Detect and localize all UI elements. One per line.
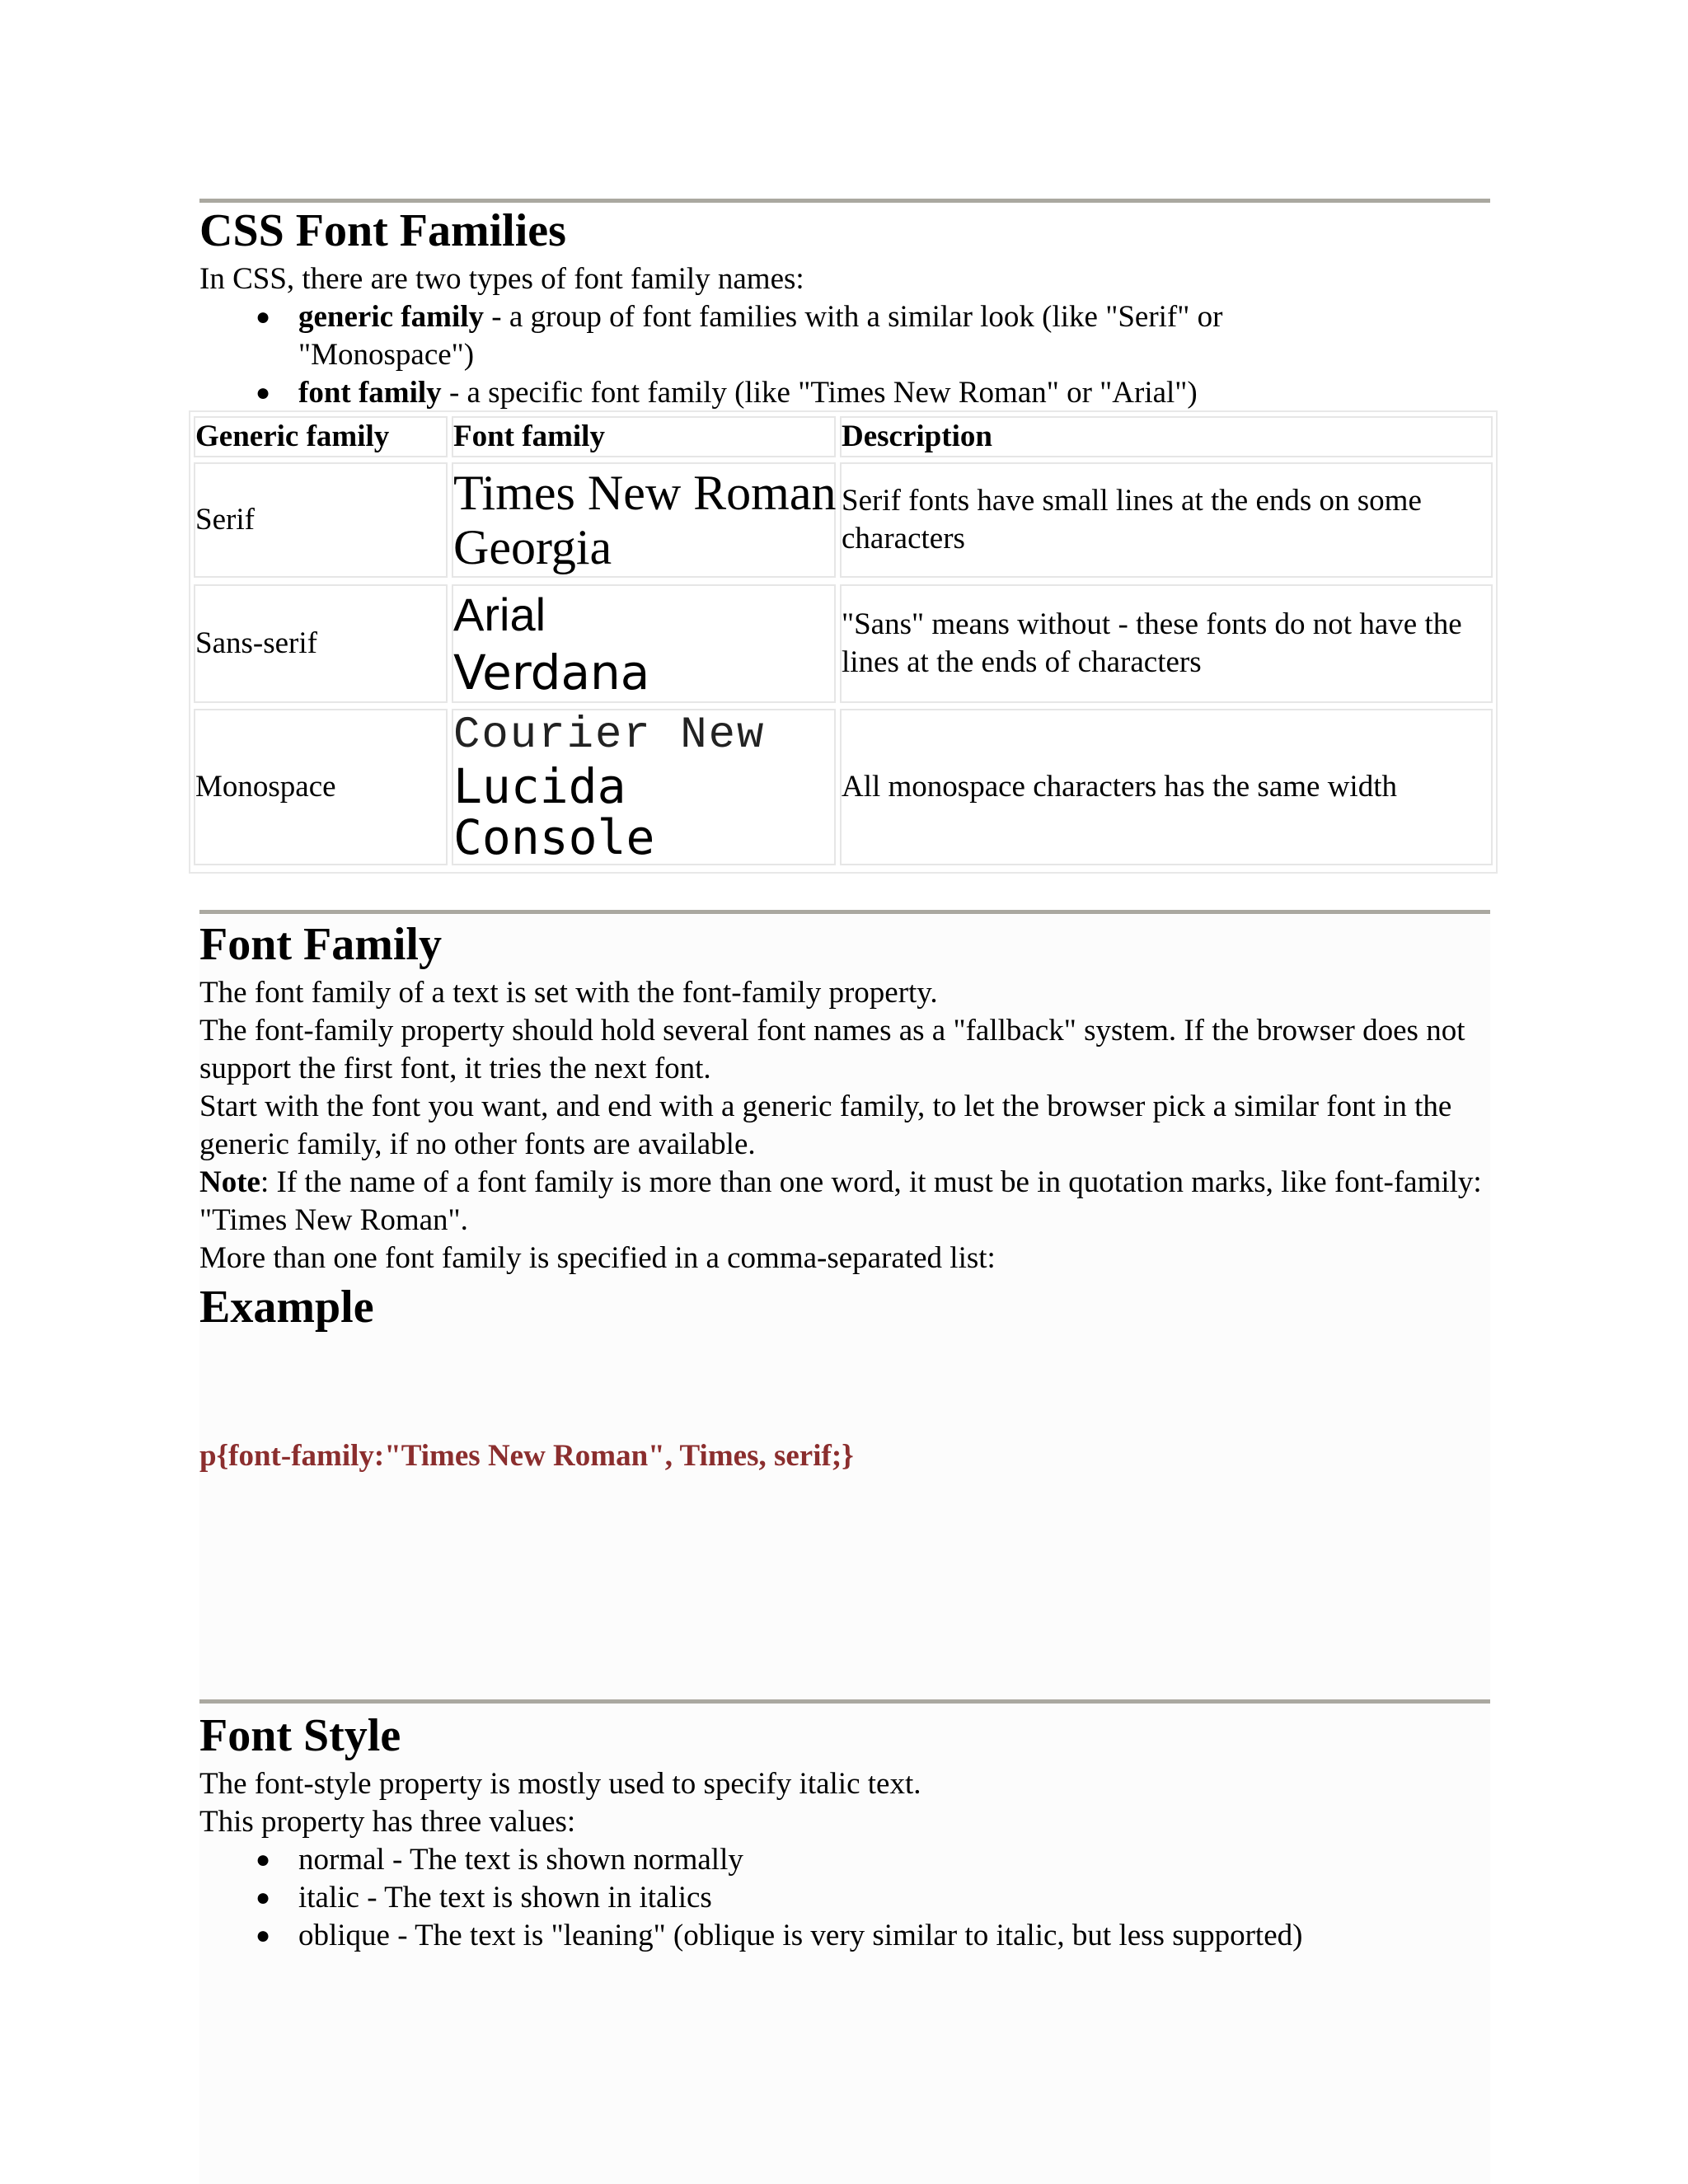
list-item <box>256 374 1370 412</box>
paragraph: Start with the font you want, and end with a generic family, to let the browser pick a similar font in the generic family, if no other fonts are available. <box>199 1090 1452 1161</box>
header-generic-family: Generic family <box>195 419 390 453</box>
paragraph: More than one font family is specified in a comma-separated list: <box>199 1241 996 1275</box>
term-generic-family: generic family <box>298 300 484 334</box>
generic-serif: Serif <box>195 503 255 537</box>
paragraph: The font-style property is mostly used to specify italic text. <box>199 1767 921 1801</box>
bullet-icon: ● <box>256 303 271 330</box>
table-header-cell <box>840 416 1493 457</box>
font-sample-lucida-console: Lucida Console <box>453 758 655 865</box>
section-title-font-style: Font Style <box>199 1710 401 1761</box>
term-description: - a group of font families with a similar look (like "Serif" or "Monospace") <box>298 300 1223 372</box>
term-font-family: font family <box>298 376 442 410</box>
description-serif: Serif fonts have small lines at the ends on some characters <box>842 484 1422 555</box>
font-sample-courier-new: Courier New <box>453 710 766 761</box>
table-cell-description <box>840 709 1493 865</box>
header-font-family: Font family <box>453 419 605 453</box>
term-description: - a specific font family (like "Times New Roman" or "Arial") <box>441 376 1198 410</box>
note-paragraph <box>199 1164 1493 1240</box>
bullet-icon: ● <box>256 1884 271 1911</box>
section-divider <box>199 910 1490 914</box>
table-cell-generic <box>194 584 448 703</box>
table-cell-fonts <box>452 584 836 703</box>
list-item <box>256 1917 1493 1955</box>
section-divider <box>199 1699 1490 1704</box>
example-heading: Example <box>199 1282 374 1333</box>
table-cell-generic <box>194 462 448 578</box>
table-cell-generic <box>194 709 448 865</box>
section-title-css-font-families: CSS Font Families <box>199 205 566 256</box>
description-sans-serif: "Sans" means without - these fonts do not have the lines at the ends of characters <box>842 607 1462 679</box>
table-cell-fonts <box>452 709 836 865</box>
bullet-icon: ● <box>256 1846 271 1873</box>
value-normal: normal - The text is shown normally <box>298 1843 743 1877</box>
table-cell-description <box>840 584 1493 703</box>
paragraph: The font family of a text is set with the font-family property. <box>199 976 938 1010</box>
header-description: Description <box>842 419 992 453</box>
bullet-icon: ● <box>256 379 271 406</box>
table-cell-description <box>840 462 1493 578</box>
paragraph: This property has three values: <box>199 1805 576 1839</box>
intro-paragraph: In CSS, there are two types of font family names: <box>199 262 804 296</box>
paragraph: The font-family property should hold several font names as a "fallback" system. If the browser does not support the first font, it tries the next font. <box>199 1014 1465 1085</box>
note-label: Note <box>199 1165 260 1199</box>
font-sample-times-new-roman: Times New Roman <box>453 466 837 520</box>
generic-monospace: Monospace <box>195 770 336 804</box>
table-cell-fonts <box>452 462 836 578</box>
font-sample-verdana: Verdana <box>453 644 650 701</box>
section-divider <box>199 199 1490 203</box>
description-monospace: All monospace characters has the same width <box>842 770 1397 804</box>
list-item <box>256 298 1370 374</box>
list-item <box>256 1841 1370 1879</box>
list-item <box>256 1879 1370 1917</box>
table-header-cell <box>194 416 448 457</box>
bullet-icon: ● <box>256 1922 271 1949</box>
value-italic: italic - The text is shown in italics <box>298 1881 712 1915</box>
section-title-font-family: Font Family <box>199 919 442 970</box>
font-sample-arial: Arial <box>453 588 546 640</box>
font-sample-georgia: Georgia <box>453 520 612 574</box>
value-oblique: oblique - The text is "leaning" (oblique is very similar to italic, but less supported) <box>298 1919 1303 1952</box>
code-example: p{font-family:"Times New Roman", Times, serif;} <box>199 1439 854 1473</box>
table-header-cell <box>452 416 836 457</box>
note-text: : If the name of a font family is more than one word, it must be in quotation marks, like font-family: "Times New Roman". <box>199 1165 1482 1237</box>
generic-sans-serif: Sans-serif <box>195 626 317 660</box>
